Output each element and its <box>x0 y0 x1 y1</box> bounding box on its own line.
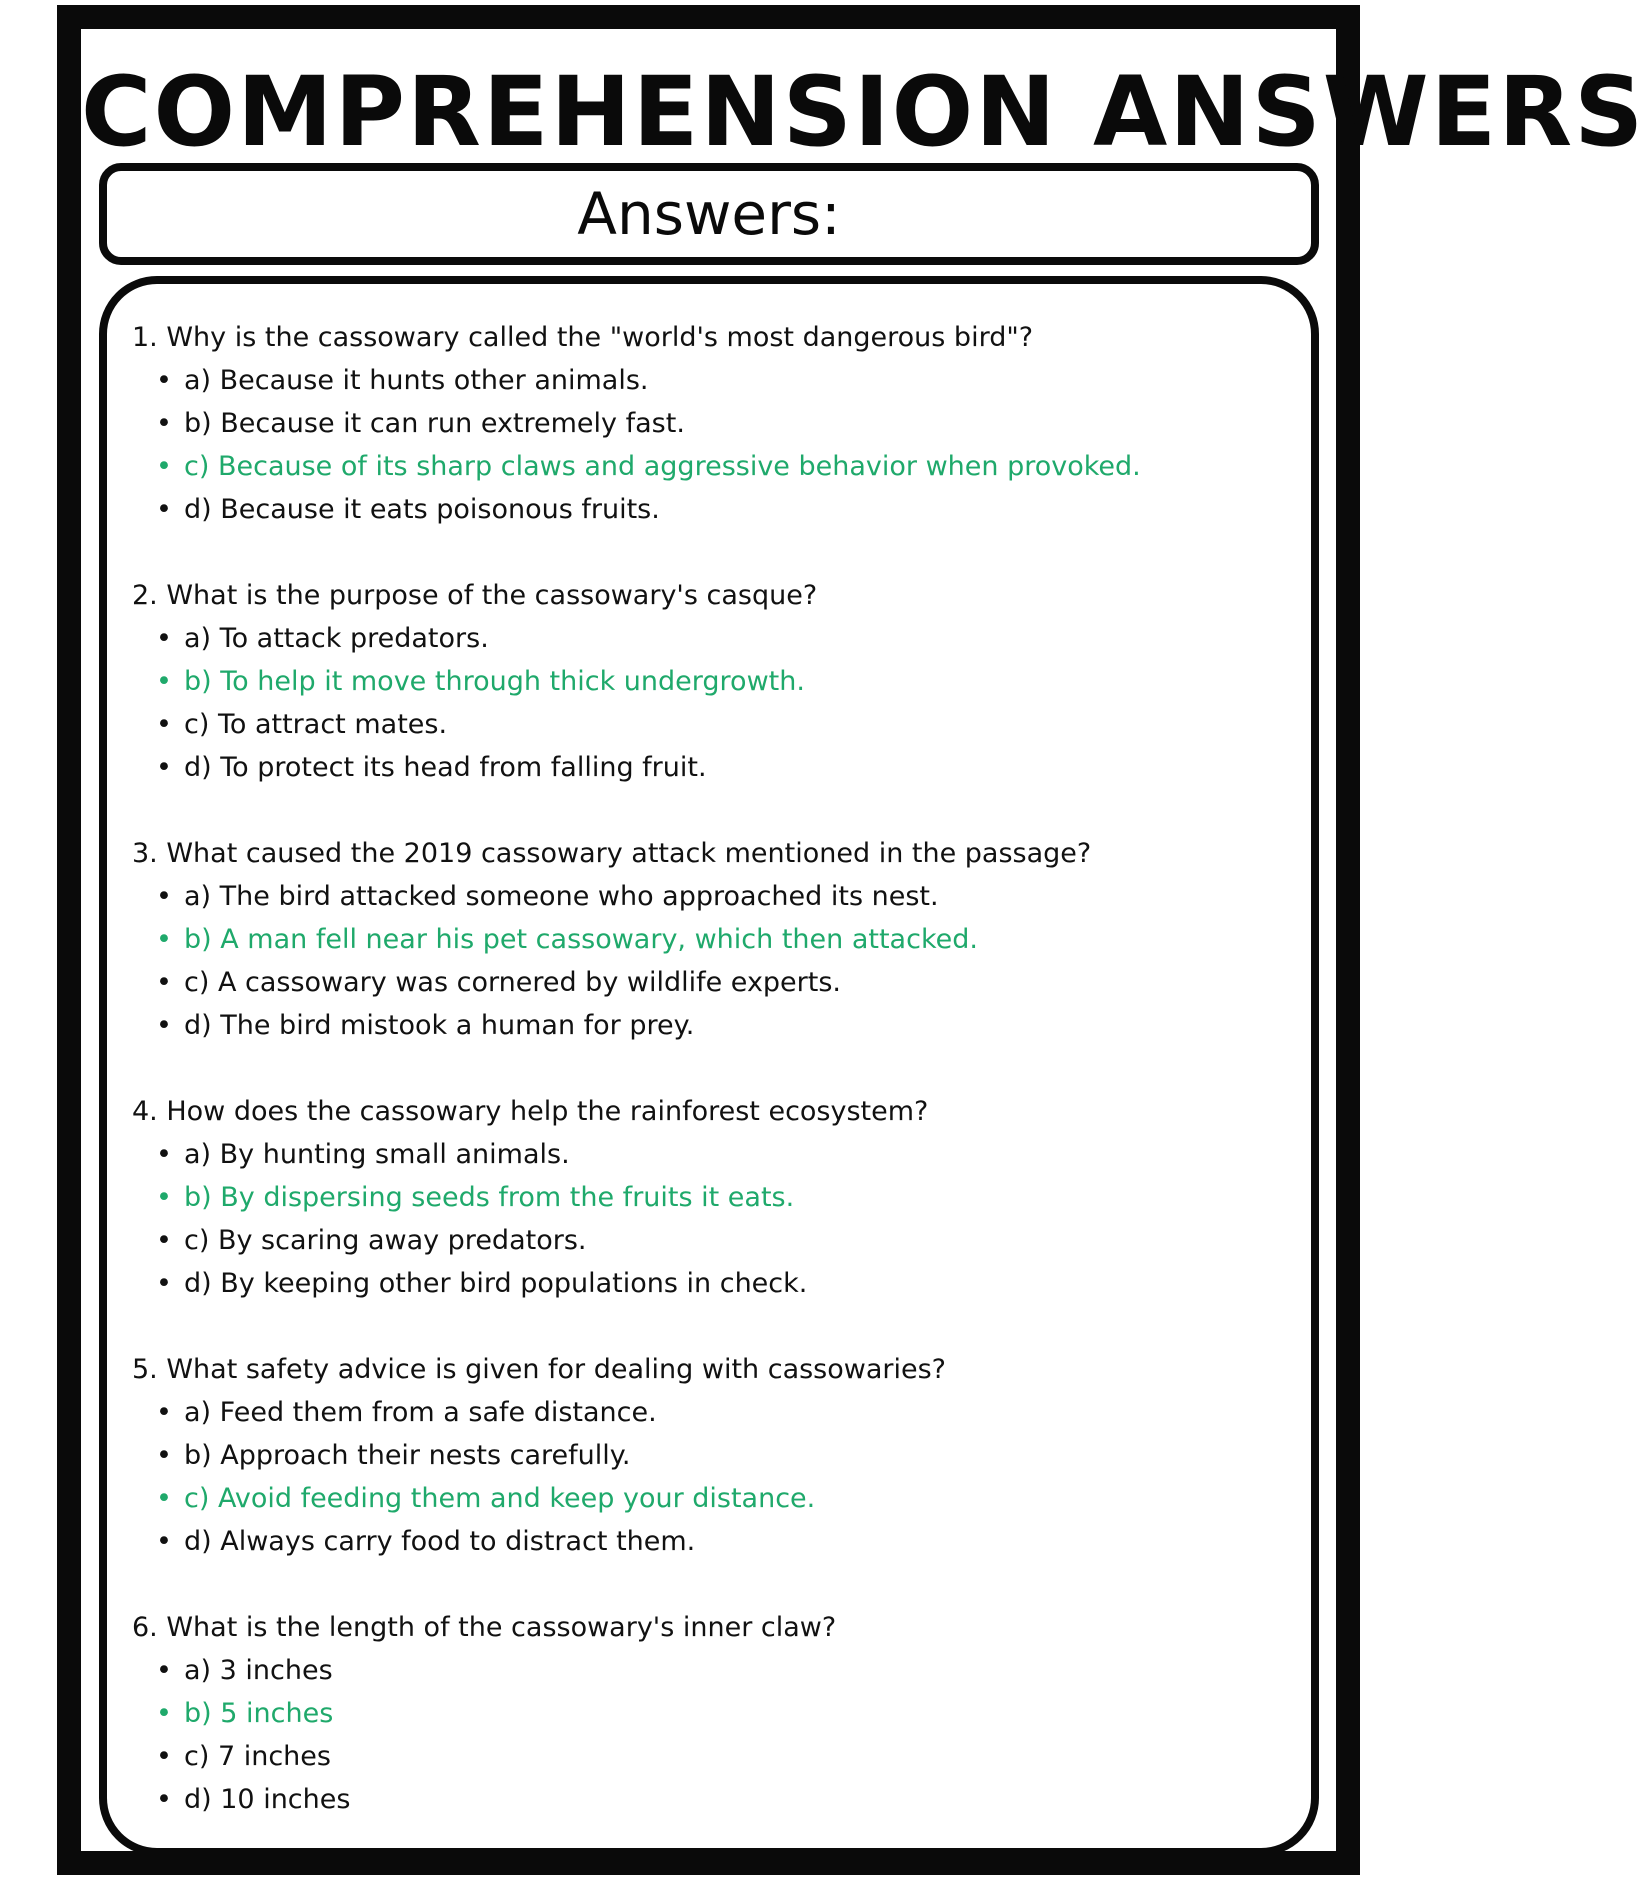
answers-content-box <box>99 276 1319 1856</box>
option-c: • c) To attract mates. <box>132 703 1292 746</box>
page-title: COMPREHENSION ANSWERS <box>81 56 1645 168</box>
option-a: • a) 3 inches <box>132 1649 1292 1692</box>
option-a: • a) The bird attacked someone who approached its nest. <box>132 875 1292 918</box>
option-c: • c) Avoid feeding them and keep your distance. <box>132 1477 1292 1520</box>
option-b: • b) To help it move through thick undergrowth. <box>132 660 1292 703</box>
options-list <box>132 1133 1292 1305</box>
option-a: • a) Feed them from a safe distance. <box>132 1391 1292 1434</box>
option-c: • c) Because of its sharp claws and aggressive behavior when provoked. <box>132 445 1292 488</box>
option-d: • d) To protect its head from falling fruit. <box>132 746 1292 789</box>
options-list <box>132 875 1292 1047</box>
option-b: • b) 5 inches <box>132 1692 1292 1735</box>
page-frame <box>57 5 1645 1875</box>
options-list <box>132 1649 1292 1821</box>
question-text: 3. What caused the 2019 cassowary attack mentioned in the passage? <box>132 838 1092 869</box>
option-a: • a) To attack predators. <box>132 617 1292 660</box>
question-2 <box>132 574 1292 832</box>
option-b: • b) Because it can run extremely fast. <box>132 402 1292 445</box>
question-1 <box>132 316 1292 574</box>
option-c: • c) By scaring away predators. <box>132 1219 1292 1262</box>
options-list <box>132 617 1292 789</box>
option-b: • b) By dispersing seeds from the fruits it eats. <box>132 1176 1292 1219</box>
question-text: 4. How does the cassowary help the rainforest ecosystem? <box>132 1096 929 1127</box>
question-3 <box>132 832 1292 1090</box>
question-list <box>132 316 1292 1864</box>
option-d: • d) Because it eats poisonous fruits. <box>132 488 1292 531</box>
option-a: • a) Because it hunts other animals. <box>132 359 1292 402</box>
answers-header: Answers: <box>577 180 841 248</box>
options-list <box>132 359 1292 531</box>
question-text: 1. Why is the cassowary called the "world's most dangerous bird"? <box>132 322 1034 353</box>
question-4 <box>132 1090 1292 1348</box>
option-d: • d) 10 inches <box>132 1778 1292 1821</box>
question-5 <box>132 1348 1292 1606</box>
option-c: • c) 7 inches <box>132 1735 1292 1778</box>
option-d: • d) By keeping other bird populations in check. <box>132 1262 1292 1305</box>
answers-header-box <box>99 163 1319 265</box>
question-text: 5. What safety advice is given for dealing with cassowaries? <box>132 1354 947 1385</box>
option-b: • b) A man fell near his pet cassowary, which then attacked. <box>132 918 1292 961</box>
option-a: • a) By hunting small animals. <box>132 1133 1292 1176</box>
question-text: 2. What is the purpose of the cassowary's casque? <box>132 580 818 611</box>
question-6 <box>132 1606 1292 1864</box>
option-d: • d) The bird mistook a human for prey. <box>132 1004 1292 1047</box>
question-text: 6. What is the length of the cassowary's inner claw? <box>132 1612 837 1643</box>
option-b: • b) Approach their nests carefully. <box>132 1434 1292 1477</box>
option-d: • d) Always carry food to distract them. <box>132 1520 1292 1563</box>
option-c: • c) A cassowary was cornered by wildlife experts. <box>132 961 1292 1004</box>
options-list <box>132 1391 1292 1563</box>
